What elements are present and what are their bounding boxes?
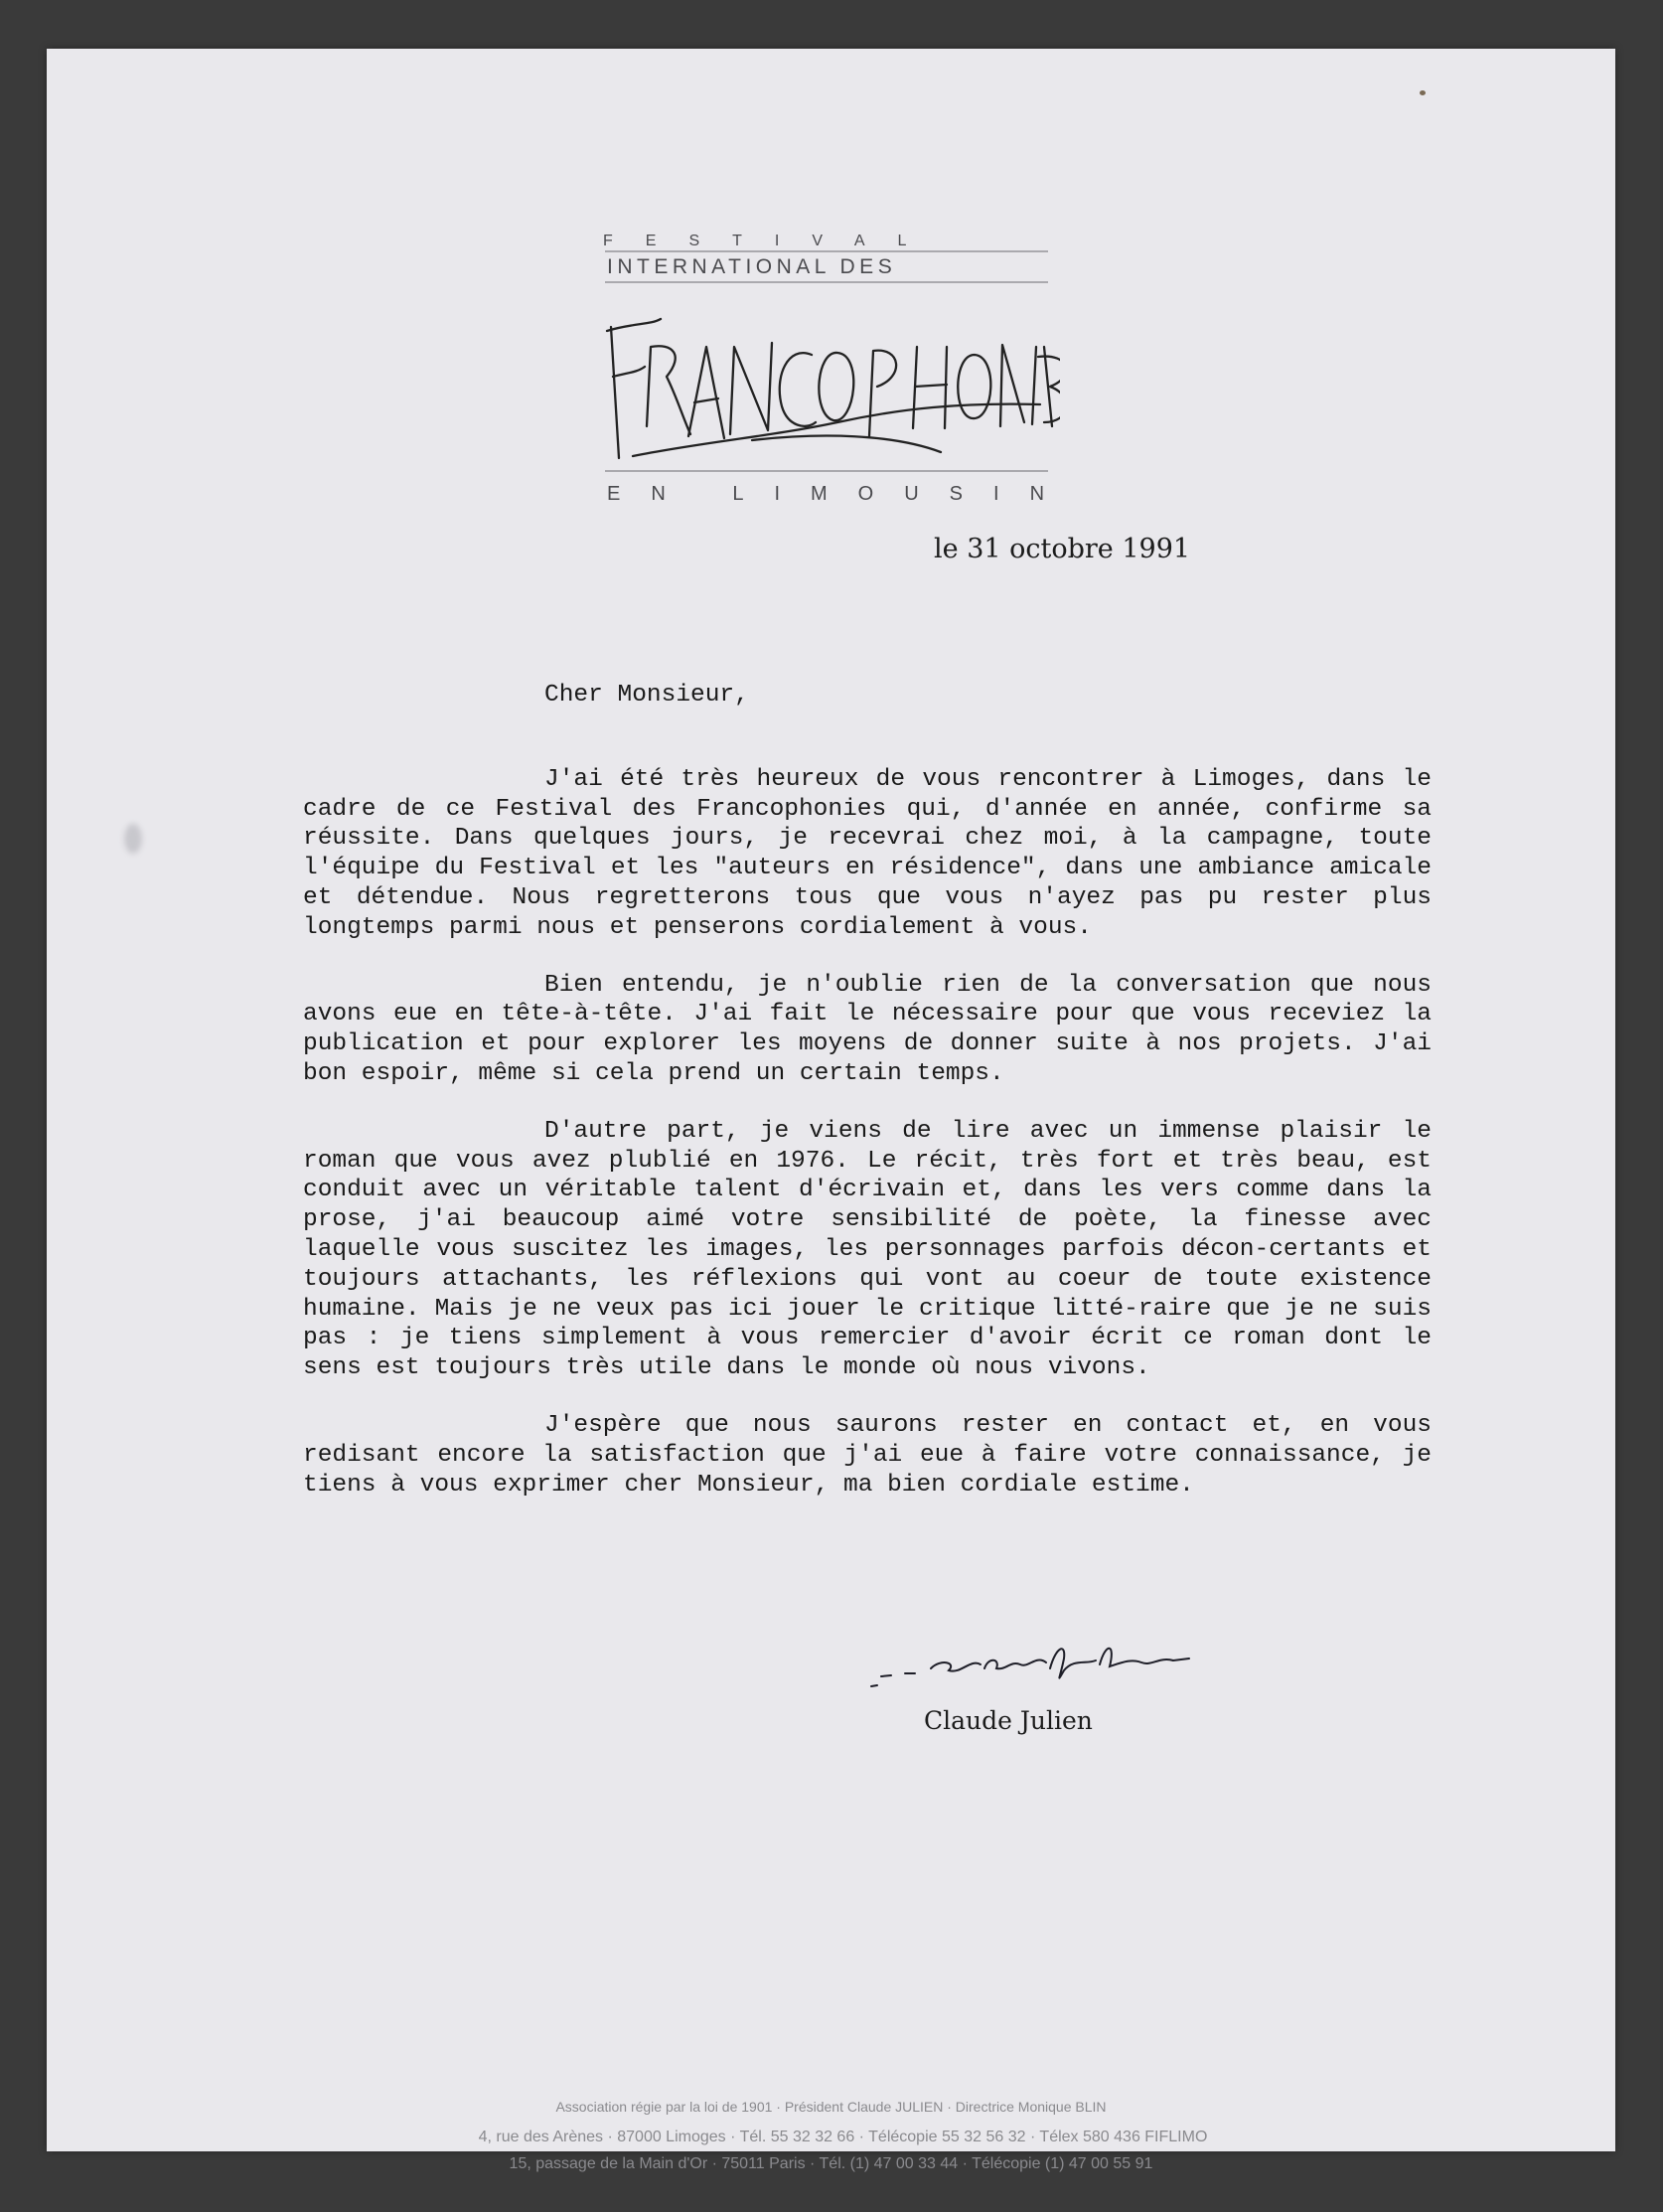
logo-line-international: INTERNATIONAL DES bbox=[607, 255, 897, 278]
salutation: Cher Monsieur, bbox=[544, 682, 749, 709]
logo-francophonies-script bbox=[607, 319, 1060, 458]
footer-paris-address: 15, passage de la Main d'Or · 75011 Paris · Tél. (1) 47 00 33 44 · Télécopie (1) 47 00 55 91 bbox=[509, 2155, 1153, 2172]
letter-body bbox=[303, 681, 1432, 1527]
paper-speck bbox=[1420, 90, 1426, 95]
paragraph-1: J'ai été très heureux de vous rencontrer à Limoges, dans le cadre de ce Festival des Francophonies qui, d'année en année, confirme sa réussite. Dans quelques jours, je recevrai chez moi, à la campagne, toute l'équipe du Festival et les "auteurs en résidence", dans une ambiance amicale et détendue. Nous regretterons tous que vous n'ayez pas pu rester plus longtemps parmi nous et penserons cordialement à vous. bbox=[303, 765, 1432, 941]
letter-page bbox=[47, 49, 1615, 2172]
festival-logo bbox=[603, 228, 1060, 506]
paragraph-2: Bien entendu, je n'oublie rien de la conversation que nous avons eue en tête-à-tête. J'ai fait le nécessaire pour que vous receviez la publication et pour explorer les moyens de donner suite à nos projets. J'ai bon espoir, même si cela prend un certain temps. bbox=[303, 971, 1432, 1087]
letter-date: le 31 octobre 1991 bbox=[934, 534, 1191, 564]
footer-association: Association régie par la loi de 1901 · Président Claude JULIEN · Directrice Monique BLIN bbox=[555, 2099, 1107, 2115]
signer-name: Claude Julien bbox=[924, 1706, 1093, 1735]
handwritten-signature bbox=[861, 1619, 1219, 1698]
paper-smudge bbox=[124, 824, 142, 854]
paragraph-4: J'espère que nous saurons rester en contact et, en vous redisant encore la satisfaction que j'ai eue à faire votre connaissance, je tiens à vous exprimer cher Monsieur, ma bien cordiale estime. bbox=[303, 1411, 1432, 1499]
footer-limoges-address: 4, rue des Arènes · 87000 Limoges · Tél. 55 32 32 66 · Télécopie 55 32 56 32 · Télex 580 436 FIFLIMO bbox=[478, 2129, 1208, 2145]
logo-line-festival: FESTIVAL bbox=[603, 233, 940, 249]
paragraph-3: D'autre part, je viens de lire avec un immense plaisir le roman que vous avez plublié en 1976. Le récit, très fort et très beau, est conduit avec un véritable talent d'écrivain et, dans les vers comme dans la prose, j'ai beaucoup aimé votre sensibilité de poète, la finesse avec laquelle vous suscitez les images, les personnages parfois décon-certants et toujours attachants, les réflexions qui vont au coeur de toute existence humaine. Mais je ne veux pas ici jouer le critique litté-raire que je ne suis pas : je tiens simplement à vous remercier d'avoir écrit ce roman dont le sens est toujours très utile dans le monde où nous vivons. bbox=[303, 1117, 1432, 1382]
logo-line-limousin: EN LIMOUSIN bbox=[607, 483, 1060, 505]
